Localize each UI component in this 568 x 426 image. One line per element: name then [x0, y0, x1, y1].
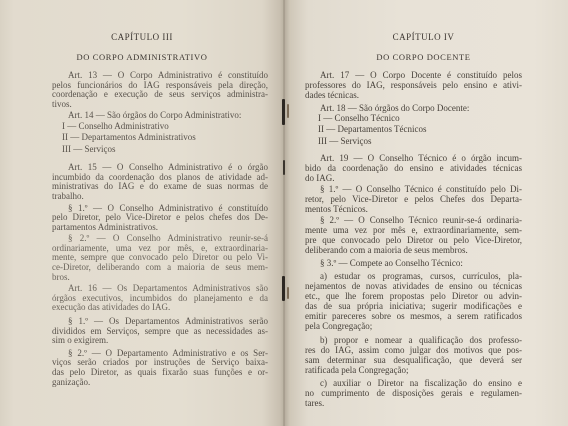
article-19-paragraph-2	[305, 215, 522, 255]
item-a	[305, 271, 522, 331]
text-line: sim o exigirem.	[52, 336, 109, 346]
article-19-paragraph-3	[305, 258, 522, 268]
staple-mark	[283, 160, 285, 175]
text-line: res do IAG, assim como julgar dos motivos que pos-	[305, 344, 522, 355]
list-item: I — Conselho Técnico	[318, 113, 400, 123]
article-18-list	[305, 113, 522, 147]
list-item: I — Conselho Administrativo	[62, 120, 169, 131]
text-line: Art. 16 — Os Departamentos Administrativos são	[68, 284, 268, 294]
article-19-paragraph-1	[305, 184, 522, 214]
chapter-title: DO CORPO ADMINISTRATIVO	[76, 52, 208, 62]
text-line: mente, sempre que convocado pelo Diretor ou pelo Vi-	[52, 253, 268, 263]
text-line: coordenação e execução de seus serviços administra-	[52, 90, 268, 100]
item-c	[305, 378, 522, 408]
article-17	[305, 70, 522, 100]
text-line: pelos funcionários do IAG responsáveis pela direção,	[52, 80, 268, 90]
list-item: III — Serviços	[62, 143, 116, 154]
text-line: retor, pelo Vice-Diretor e pelos Chefes dos Departa-	[305, 193, 522, 204]
article-19	[305, 153, 522, 183]
text-line: c) auxiliar o Diretor na fiscalização do ensino e	[320, 377, 522, 388]
text-line: § 3.º — Compete ao Conselho Técnico:	[320, 257, 463, 268]
text-line: viços serão criados por instruções de Serviço baixa-	[52, 358, 268, 368]
text-line: § 1.º — Os Departamentos Administrativos serão	[68, 317, 268, 327]
text-line: das de sua própria iniciativa; sugerir modificações e	[305, 300, 522, 311]
text-line: Art. 13 — O Corpo Administrativo é constituído	[68, 71, 268, 80]
article-14-list	[52, 121, 268, 155]
chapter-heading: CAPÍTULO III	[111, 32, 173, 42]
staple-mark	[282, 99, 285, 125]
text-line: § 1.º — O Conselho Administrativo é constituído	[68, 203, 268, 213]
staple-mark	[287, 287, 289, 299]
article-15-paragraph-2	[52, 234, 268, 282]
text-line: bros.	[52, 272, 70, 282]
text-line: Art. 18 — São órgãos do Corpo Docente:	[320, 103, 470, 113]
list-item: II — Departamentos Administrativos	[62, 132, 196, 143]
text-line: § 1.º — O Conselho Técnico é constituído pelo Di-	[320, 183, 522, 194]
text-line: etc., que lhe forem propostas pelo Diretor ou advin-	[305, 290, 522, 301]
text-line: pre que convocado pelo Diretor ou pelo Vice-Diretor,	[305, 234, 522, 245]
list-item: II — Departamentos Técnicos	[318, 124, 427, 135]
text-line: execução das atividades do IAG.	[52, 303, 171, 313]
staple-mark	[282, 276, 285, 301]
text-line: Art. 15 — O Conselho Administrativo é o órgão	[68, 163, 268, 173]
text-line: Art. 14 — São órgãos do Corpo Administrativo:	[68, 111, 242, 121]
article-16-paragraph-1	[52, 317, 268, 346]
chapter-heading: CAPÍTULO IV	[392, 32, 455, 42]
article-14	[52, 111, 268, 121]
left-page-text	[52, 32, 268, 387]
text-line: ratificada pela Congregação;	[305, 364, 409, 375]
staple-mark	[287, 104, 289, 118]
text-line: § 2.º — O Conselho Administrativo reunir-se-á	[68, 234, 268, 244]
text-line: emitir pareceres sobre os mesmos, a serem ratificados	[305, 310, 522, 321]
text-line: bido da coordenação do ensino e atividades técnicas	[305, 162, 522, 173]
text-line: Art. 19 — O Conselho Técnico é o órgão incum-	[320, 152, 522, 163]
text-line: partamentos Administrativos.	[52, 222, 158, 232]
list-item: III — Serviços	[318, 135, 372, 146]
article-18	[305, 103, 522, 113]
text-line: ministrativas do IAG e do exame de suas normas de	[52, 182, 268, 192]
text-line: b) propor e nomear a qualificação dos professo-	[320, 334, 522, 345]
article-13	[52, 71, 268, 109]
text-line: incumbido da coordenação dos planos de atividade ad-	[52, 172, 268, 182]
article-16-paragraph-2	[52, 349, 268, 387]
text-line: das pelo Diretor, as quais fixarão suas funções e or-	[52, 368, 268, 378]
item-b	[305, 335, 522, 375]
text-line: pelo Diretor, pelo Vice-Diretor e pelos chefes dos De-	[52, 213, 268, 223]
text-line: ganização.	[52, 377, 91, 387]
text-line: órgãos executivos, incumbidos do planejamento e da	[52, 293, 268, 303]
text-line: sam determinar sua desqualificação, que deverá ser	[305, 354, 522, 365]
article-15	[52, 163, 268, 201]
book-gutter	[283, 0, 285, 426]
article-15-paragraph-1	[52, 204, 268, 233]
text-line: no cumprimento de disposições gerais e regulamen-	[305, 387, 522, 398]
text-line: § 2.º — O Departamento Administrativo e os Ser-	[68, 348, 268, 358]
text-line: ordinariamente, uma vez por mês, e, extraordinaria-	[52, 243, 268, 253]
right-page-text	[305, 32, 522, 408]
text-line: nejamentos de novas atividades de ensino ou técnicas	[305, 280, 522, 291]
right-page	[284, 0, 568, 426]
text-line: pela Congregação;	[305, 320, 373, 331]
article-16	[52, 284, 268, 313]
text-line: do IAG.	[305, 172, 335, 183]
text-line: tares.	[305, 397, 325, 408]
text-line: trabalho.	[52, 191, 84, 201]
text-line: deliberando com a maioria de seus membros.	[305, 244, 468, 255]
text-line: § 2.º — O Conselho Técnico reunir-se-á ordinaria-	[320, 214, 522, 225]
text-line: mente uma vez por mês e, extraordinariamente, sem-	[305, 224, 522, 235]
text-line: Art. 17 — O Corpo Docente é constituído pelos	[320, 70, 522, 80]
text-line: a) estudar os programas, cursos, currículos, pla-	[320, 270, 522, 281]
text-line: tivos.	[52, 99, 72, 109]
text-line: ce-Diretor, deliberando com a maioria de seus mem-	[52, 263, 268, 273]
text-line: divididos em Serviços, sempre que as necessidades as-	[52, 326, 268, 336]
text-line: mentos Técnicos.	[305, 203, 368, 214]
text-line: dades técnicas.	[305, 90, 359, 100]
text-line: professores do IAG, responsáveis pelo ensino e ativi-	[305, 80, 522, 90]
chapter-title: DO CORPO DOCENTE	[376, 52, 471, 62]
